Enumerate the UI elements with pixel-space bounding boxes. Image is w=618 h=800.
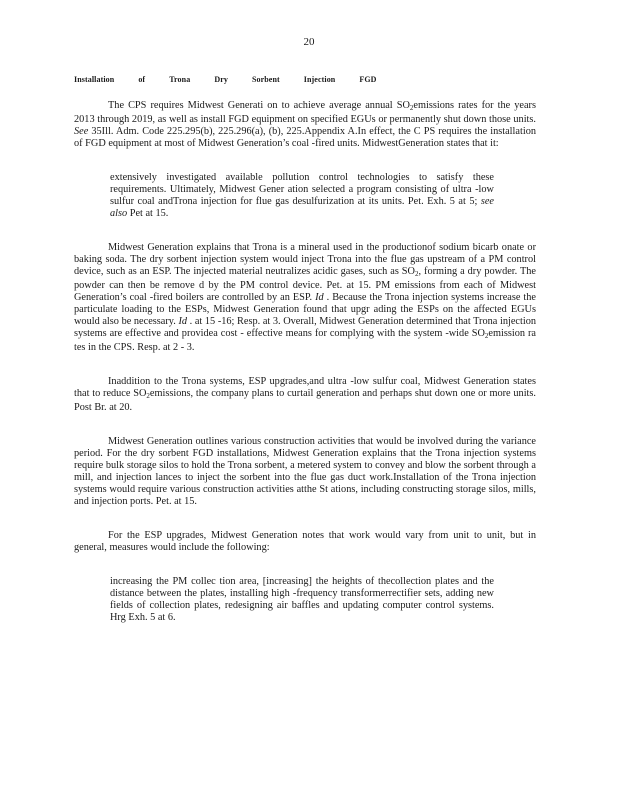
block-quote-1: extensively investigated available pollution control technologies to satisfy these requirements. Ultimately, Midwest Gener ation selected a program consisting of ultra -low sulfur coal andTrona injection for flue gas desulfurization at its units. Pet. Exh. 5 at 5; see also Pet at 15. (110, 172, 494, 219)
heading-word: Dry (214, 75, 228, 84)
paragraph-4: Midwest Generation outlines various construction activities that would be involved during the variance period. For the dry sorbent FGD installations, Midwest Generation explains that the Trona injection systems require bulk storage silos to hold the Trona sorbent, a metered system to convey and blow the sorbent through a mill, and injection lances to inject the sorbent into the flue gas duct work.Installation of the Trona injection systems would require various construction activities atthe St ations, including constructing storage silos, mills, and injection ports. Pet. at 15. (74, 436, 536, 507)
paragraph-5: For the ESP upgrades, Midwest Generation notes that work would vary from unit to unit, but in general, measures would include the following: (74, 530, 536, 553)
block-quote-2: increasing the PM collec tion area, [increasing] the heights of thecollection plates and the distance between the plates, installing high -frequency transformerrectifier sets, adding new fields of collection plates, redesigning air baffles and updating computer control systems. Hrg Exh. 5 at 6. (110, 576, 494, 623)
section-heading (74, 74, 377, 86)
paragraph-3: Inaddition to the Trona systems, ESP upgrades,and ultra -low sulfur coal, Midwest Generation states that to reduce $SO_2emissions$, the company plans to curtail generation and perhaps shut down one or more units. Post Br. at 20. (74, 376, 536, 413)
heading-word: Trona (169, 75, 191, 84)
heading-word: FGD (359, 75, 377, 84)
heading-word: Injection (303, 75, 336, 84)
paragraph-1: The CPS requires Midwest Generati on to achieve average annual $SO_2emissions$ rates for the years 2013 through 2019, as well as install FGD equipment on specified EGUs or permanently shut down those units. See 35Ill. Adm. Code 225.295(b), 225.296(a), (b), 225.Appendix A.In effect, the C PS requires the installation of FGD equipment at most of Midwest Generation’s coal -fired units. MidwestGeneration states that it: (74, 100, 536, 149)
paragraph-2: Midwest Generation explains that Trona is a mineral used in the productionof sodium bicarb onate or baking soda. The dry sorbent injection system would inject Trona into the flue gas upstream of a PM control device, such as an ESP. The injected material neutralizes acidic gases, such as $SO_2$, forming a dry powder. The powder can then be remove d by the PM control device. Pet. at 15. PM emissions from each of Midwest Generation’s coal -fired boilers are controlled by an ESP. Id . Because the Trona injection systems increase the particulate loading to the ESPs, Midwest Generation found that upgr ading the ESPs on the affected EGUs would also be necessary. Id . at 15 -16; Resp. at 3. Overall, Midwest Generation determined that Trona injection systems are effective and providea cost - effective means for complying with the system -wide $SO_2emission$ ra tes in the CPS. Resp. at 2 - 3. (74, 242, 536, 353)
document-body (74, 100, 536, 646)
page-number: 20 (303, 36, 315, 48)
heading-word: of (138, 75, 146, 84)
heading-word: Installation (74, 75, 115, 84)
heading-word: Sorbent (251, 75, 280, 84)
